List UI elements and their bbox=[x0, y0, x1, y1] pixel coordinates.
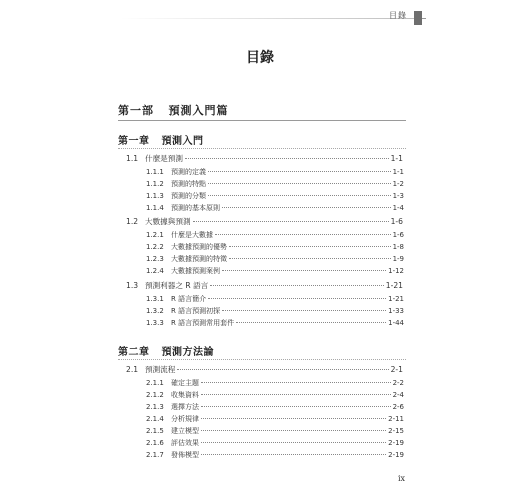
toc-subsection-entry[interactable] bbox=[146, 402, 404, 413]
section-number: 1.2 bbox=[126, 217, 139, 226]
chapter-label: 第二章 bbox=[118, 347, 150, 358]
toc-subsection-entry[interactable] bbox=[146, 191, 404, 202]
subsection-number: 2.1.4 bbox=[146, 415, 164, 423]
dot-leader bbox=[177, 369, 388, 370]
toc-subsection-entry[interactable] bbox=[146, 203, 404, 214]
subsection-page: 1-44 bbox=[388, 319, 404, 327]
subsection-page: 1-8 bbox=[392, 243, 404, 251]
subsection-page: 2-15 bbox=[388, 427, 404, 435]
section-title: 預測流程 bbox=[145, 365, 176, 374]
toc-subsection-entry[interactable] bbox=[146, 294, 404, 305]
header-rule bbox=[120, 18, 420, 19]
toc-section-entry[interactable] bbox=[126, 364, 403, 375]
subsection-number: 2.1.3 bbox=[146, 403, 164, 411]
subsection-page: 1-33 bbox=[388, 307, 404, 315]
chapter-heading bbox=[118, 343, 214, 358]
chapter-title: 預測方法論 bbox=[161, 347, 214, 358]
dot-leader bbox=[229, 246, 391, 247]
dot-leader bbox=[208, 195, 391, 196]
section-title: 預測利器之 R 語言 bbox=[145, 281, 209, 290]
section-title: 什麼是預測 bbox=[145, 154, 183, 163]
toc-subsection-entry[interactable] bbox=[146, 390, 404, 401]
toc-subsection-entry[interactable] bbox=[146, 306, 404, 317]
subsection-title: 收集資料 bbox=[171, 391, 199, 399]
section-number: 2.1 bbox=[126, 365, 139, 374]
subsection-title: 大數據預測案例 bbox=[171, 267, 220, 275]
subsection-page: 1-21 bbox=[388, 295, 404, 303]
section-page: 1-6 bbox=[390, 217, 403, 226]
subsection-number: 1.1.4 bbox=[146, 204, 164, 212]
subsection-title: 預測的定義 bbox=[171, 168, 206, 176]
subsection-number: 1.1.1 bbox=[146, 168, 164, 176]
toc-subsection-entry[interactable] bbox=[146, 167, 404, 178]
toc-subsection-entry[interactable] bbox=[146, 266, 404, 277]
subsection-page: 2-11 bbox=[388, 415, 404, 423]
subsection-title: 預測的基本原則 bbox=[171, 204, 220, 212]
dot-leader bbox=[208, 183, 391, 184]
section-number: 1.3 bbox=[126, 281, 139, 290]
subsection-title: 建立模型 bbox=[171, 427, 199, 435]
toc-subsection-entry[interactable] bbox=[146, 378, 404, 389]
subsection-title: 預測的特點 bbox=[171, 180, 206, 188]
toc-subsection-entry[interactable] bbox=[146, 179, 404, 190]
subsection-title: R 語言預測常用套件 bbox=[171, 319, 235, 327]
subsection-number: 1.1.3 bbox=[146, 192, 164, 200]
dot-leader bbox=[236, 322, 386, 323]
chapter-rule bbox=[118, 148, 406, 149]
subsection-title: 大數據預測的優勢 bbox=[171, 243, 227, 251]
subsection-number: 1.2.2 bbox=[146, 243, 164, 251]
subsection-number: 2.1.1 bbox=[146, 379, 164, 387]
subsection-page: 1-2 bbox=[392, 180, 404, 188]
subsection-number: 2.1.7 bbox=[146, 451, 164, 459]
dot-leader bbox=[201, 382, 391, 383]
dot-leader bbox=[222, 270, 386, 271]
subsection-page: 2-6 bbox=[392, 403, 404, 411]
subsection-page: 1-3 bbox=[392, 192, 404, 200]
dot-leader bbox=[201, 394, 391, 395]
subsection-title: R 語言預測初探 bbox=[171, 307, 221, 315]
subsection-number: 1.3.2 bbox=[146, 307, 164, 315]
dot-leader bbox=[229, 258, 391, 259]
subsection-page: 1-4 bbox=[392, 204, 404, 212]
section-page: 2-1 bbox=[390, 365, 403, 374]
page-number: ix bbox=[398, 474, 406, 483]
subsection-number: 1.3.1 bbox=[146, 295, 164, 303]
subsection-page: 1-9 bbox=[392, 255, 404, 263]
part-rule bbox=[118, 120, 406, 121]
header-tab-marker bbox=[414, 11, 422, 25]
dot-leader bbox=[222, 207, 391, 208]
dot-leader bbox=[208, 171, 391, 172]
toc-subsection-entry[interactable] bbox=[146, 450, 404, 461]
toc-section-entry[interactable] bbox=[126, 216, 403, 227]
toc-section-entry[interactable] bbox=[126, 280, 403, 291]
subsection-title: 預測的分類 bbox=[171, 192, 206, 200]
subsection-page: 2-2 bbox=[392, 379, 404, 387]
subsection-title: 發佈模型 bbox=[171, 451, 199, 459]
subsection-number: 1.1.2 bbox=[146, 180, 164, 188]
subsection-title: 分析規律 bbox=[171, 415, 199, 423]
toc-section-entry[interactable] bbox=[126, 153, 403, 164]
subsection-number: 2.1.5 bbox=[146, 427, 164, 435]
dot-leader bbox=[185, 158, 389, 159]
dot-leader bbox=[201, 442, 386, 443]
section-title: 大數據與預測 bbox=[145, 217, 191, 226]
subsection-title: 大數據預測的特徵 bbox=[171, 255, 227, 263]
section-page: 1-21 bbox=[385, 281, 403, 290]
part-title: 預測入門篇 bbox=[168, 104, 229, 117]
chapter-title: 預測入門 bbox=[161, 136, 204, 147]
dot-leader bbox=[201, 430, 386, 431]
subsection-title: 確定主題 bbox=[171, 379, 199, 387]
chapter-rule bbox=[118, 359, 406, 360]
dot-leader bbox=[201, 418, 386, 419]
dot-leader bbox=[208, 298, 386, 299]
part-label: 第一部 bbox=[118, 104, 154, 117]
subsection-page: 2-19 bbox=[388, 451, 404, 459]
toc-subsection-entry[interactable] bbox=[146, 426, 404, 437]
toc-subsection-entry[interactable] bbox=[146, 254, 404, 265]
section-number: 1.1 bbox=[126, 154, 139, 163]
chapter-label: 第一章 bbox=[118, 136, 150, 147]
subsection-number: 1.2.4 bbox=[146, 267, 164, 275]
dot-leader bbox=[201, 406, 391, 407]
chapter-heading bbox=[118, 132, 203, 147]
subsection-number: 2.1.6 bbox=[146, 439, 164, 447]
section-page: 1-1 bbox=[390, 154, 403, 163]
subsection-page: 1-6 bbox=[392, 231, 404, 239]
subsection-number: 2.1.2 bbox=[146, 391, 164, 399]
page-title: 目錄 bbox=[246, 50, 274, 66]
subsection-page: 1-12 bbox=[388, 267, 404, 275]
subsection-page: 2-19 bbox=[388, 439, 404, 447]
dot-leader bbox=[201, 454, 386, 455]
subsection-number: 1.2.1 bbox=[146, 231, 164, 239]
toc-subsection-entry[interactable] bbox=[146, 230, 404, 241]
dot-leader bbox=[210, 285, 384, 286]
toc-subsection-entry[interactable] bbox=[146, 438, 404, 449]
dot-leader bbox=[215, 234, 391, 235]
subsection-title: 選擇方法 bbox=[171, 403, 199, 411]
subsection-page: 2-4 bbox=[392, 391, 404, 399]
part-heading bbox=[118, 102, 229, 118]
header-tab-pin bbox=[422, 18, 426, 19]
subsection-title: 什麼是大數據 bbox=[171, 231, 213, 239]
toc-subsection-entry[interactable] bbox=[146, 242, 404, 253]
subsection-page: 1-1 bbox=[392, 168, 404, 176]
subsection-title: 評估效果 bbox=[171, 439, 199, 447]
dot-leader bbox=[193, 221, 389, 222]
toc-subsection-entry[interactable] bbox=[146, 414, 404, 425]
toc-subsection-entry[interactable] bbox=[146, 318, 404, 329]
dot-leader bbox=[222, 310, 386, 311]
subsection-number: 1.3.3 bbox=[146, 319, 164, 327]
subsection-number: 1.2.3 bbox=[146, 255, 164, 263]
subsection-title: R 語言簡介 bbox=[171, 295, 207, 303]
running-header: 目錄 bbox=[389, 11, 407, 20]
